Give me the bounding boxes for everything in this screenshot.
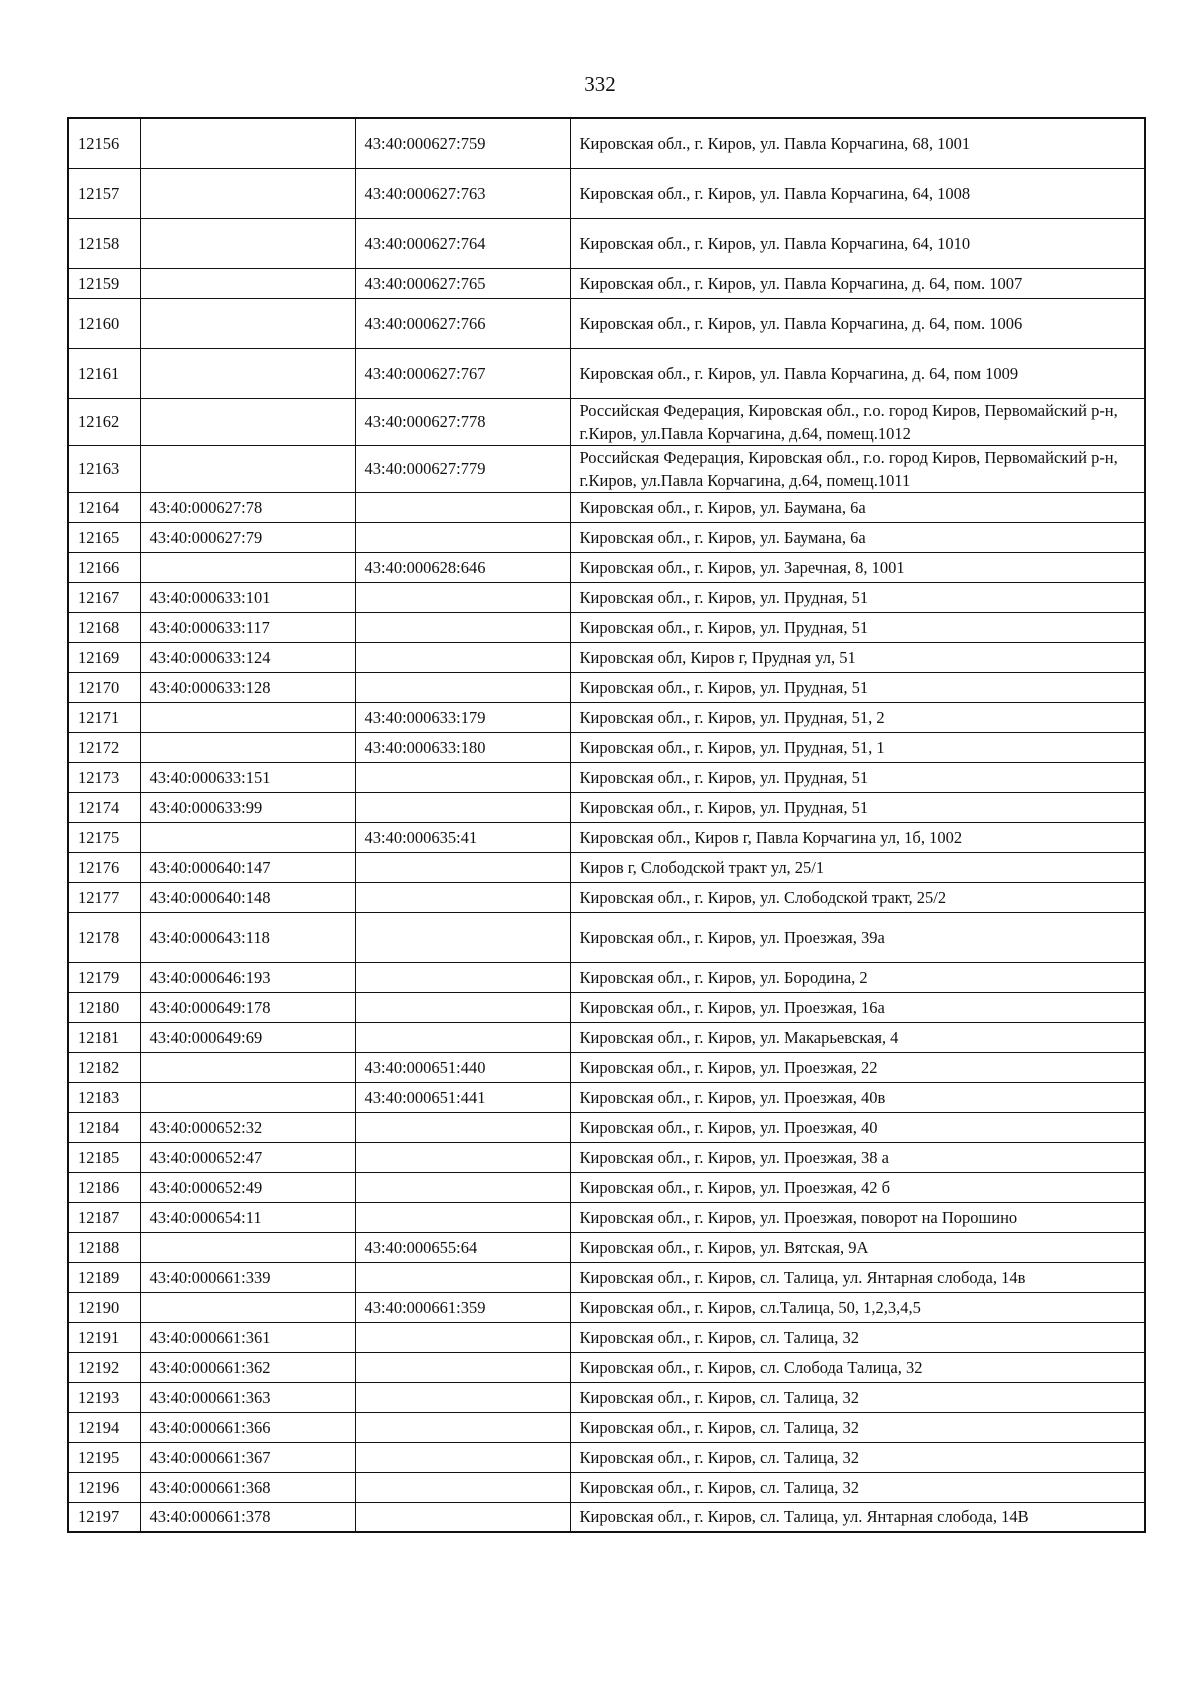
building-cadastral-cell: 43:40:000633:180 [355, 732, 570, 762]
land-cadastral-cell [140, 1292, 355, 1322]
row-number-cell: 12196 [68, 1472, 140, 1502]
building-cadastral-cell [355, 762, 570, 792]
table-row [68, 168, 1145, 218]
row-number-cell: 12177 [68, 882, 140, 912]
building-cadastral-cell [355, 1142, 570, 1172]
address-cell: Кировская обл., г. Киров, ул. Проезжая, 38 а [570, 1142, 1145, 1172]
table-row [68, 1322, 1145, 1352]
table-row [68, 298, 1145, 348]
building-cadastral-cell [355, 642, 570, 672]
address-cell: Кировская обл., г. Киров, сл. Талица, ул. Янтарная слобода, 14в [570, 1262, 1145, 1292]
table-row [68, 1472, 1145, 1502]
land-cadastral-cell: 43:40:000627:79 [140, 522, 355, 552]
row-number-cell: 12159 [68, 268, 140, 298]
row-number-cell: 12181 [68, 1022, 140, 1052]
land-cadastral-cell: 43:40:000633:99 [140, 792, 355, 822]
building-cadastral-cell [355, 1352, 570, 1382]
address-cell: Кировская обл, Киров г, Прудная ул, 51 [570, 642, 1145, 672]
building-cadastral-cell: 43:40:000651:441 [355, 1082, 570, 1112]
table-row [68, 1412, 1145, 1442]
land-cadastral-cell: 43:40:000649:69 [140, 1022, 355, 1052]
table-row [68, 882, 1145, 912]
table-row [68, 492, 1145, 522]
land-cadastral-cell: 43:40:000661:362 [140, 1352, 355, 1382]
address-cell: Кировская обл., г. Киров, сл. Талица, 32 [570, 1472, 1145, 1502]
land-cadastral-cell: 43:40:000627:78 [140, 492, 355, 522]
land-cadastral-cell [140, 218, 355, 268]
address-cell: Кировская обл., г. Киров, ул. Прудная, 51, 2 [570, 702, 1145, 732]
table-row [68, 642, 1145, 672]
address-cell: Кировская обл., г. Киров, ул. Павла Корчагина, д. 64, пом 1009 [570, 348, 1145, 398]
address-cell: Кировская обл., г. Киров, ул. Макарьевская, 4 [570, 1022, 1145, 1052]
table-row [68, 1352, 1145, 1382]
address-cell: Кировская обл., г. Киров, ул. Прудная, 51 [570, 762, 1145, 792]
land-cadastral-cell [140, 168, 355, 218]
land-cadastral-cell: 43:40:000633:101 [140, 582, 355, 612]
building-cadastral-cell: 43:40:000661:359 [355, 1292, 570, 1322]
building-cadastral-cell: 43:40:000627:765 [355, 268, 570, 298]
building-cadastral-cell: 43:40:000627:763 [355, 168, 570, 218]
row-number-cell: 12197 [68, 1502, 140, 1532]
row-number-cell: 12163 [68, 445, 140, 492]
table-row [68, 852, 1145, 882]
building-cadastral-cell: 43:40:000627:766 [355, 298, 570, 348]
table-row [68, 1142, 1145, 1172]
row-number-cell: 12176 [68, 852, 140, 882]
address-cell: Кировская обл., г. Киров, сл. Талица, 32 [570, 1382, 1145, 1412]
row-number-cell: 12194 [68, 1412, 140, 1442]
row-number-cell: 12187 [68, 1202, 140, 1232]
table-row [68, 672, 1145, 702]
land-cadastral-cell: 43:40:000652:49 [140, 1172, 355, 1202]
address-cell: Кировская обл., г. Киров, сл.Талица, 50, 1,2,3,4,5 [570, 1292, 1145, 1322]
table-row [68, 268, 1145, 298]
address-cell: Кировская обл., г. Киров, ул. Проезжая, 40в [570, 1082, 1145, 1112]
row-number-cell: 12188 [68, 1232, 140, 1262]
land-cadastral-cell [140, 732, 355, 762]
building-cadastral-cell [355, 612, 570, 642]
table-row [68, 1202, 1145, 1232]
table-row [68, 118, 1145, 168]
table-row [68, 1052, 1145, 1082]
row-number-cell: 12167 [68, 582, 140, 612]
land-cadastral-cell: 43:40:000633:151 [140, 762, 355, 792]
table-row [68, 1022, 1145, 1052]
row-number-cell: 12157 [68, 168, 140, 218]
address-cell: Кировская обл., г. Киров, ул. Павла Корчагина, 68, 1001 [570, 118, 1145, 168]
row-number-cell: 12183 [68, 1082, 140, 1112]
row-number-cell: 12172 [68, 732, 140, 762]
land-cadastral-cell: 43:40:000652:32 [140, 1112, 355, 1142]
address-cell: Кировская обл., г. Киров, сл. Талица, 32 [570, 1412, 1145, 1442]
land-cadastral-cell [140, 268, 355, 298]
address-cell: Кировская обл., Киров г, Павла Корчагина ул, 1б, 1002 [570, 822, 1145, 852]
building-cadastral-cell [355, 852, 570, 882]
address-cell: Кировская обл., г. Киров, ул. Прудная, 51 [570, 582, 1145, 612]
land-cadastral-cell: 43:40:000646:193 [140, 962, 355, 992]
land-cadastral-cell [140, 1052, 355, 1082]
row-number-cell: 12193 [68, 1382, 140, 1412]
building-cadastral-cell [355, 492, 570, 522]
row-number-cell: 12168 [68, 612, 140, 642]
building-cadastral-cell [355, 1502, 570, 1532]
land-cadastral-cell: 43:40:000643:118 [140, 912, 355, 962]
row-number-cell: 12180 [68, 992, 140, 1022]
table-row [68, 218, 1145, 268]
address-cell: Киров г, Слободской тракт ул, 25/1 [570, 852, 1145, 882]
row-number-cell: 12182 [68, 1052, 140, 1082]
land-cadastral-cell [140, 552, 355, 582]
row-number-cell: 12156 [68, 118, 140, 168]
row-number-cell: 12165 [68, 522, 140, 552]
address-cell: Кировская обл., г. Киров, ул. Прудная, 51 [570, 672, 1145, 702]
row-number-cell: 12175 [68, 822, 140, 852]
row-number-cell: 12186 [68, 1172, 140, 1202]
building-cadastral-cell [355, 1262, 570, 1292]
table-row [68, 445, 1145, 492]
building-cadastral-cell: 43:40:000627:767 [355, 348, 570, 398]
building-cadastral-cell [355, 1022, 570, 1052]
row-number-cell: 12170 [68, 672, 140, 702]
building-cadastral-cell: 43:40:000627:759 [355, 118, 570, 168]
row-number-cell: 12190 [68, 1292, 140, 1322]
land-cadastral-cell: 43:40:000661:368 [140, 1472, 355, 1502]
building-cadastral-cell: 43:40:000627:779 [355, 445, 570, 492]
land-cadastral-cell [140, 348, 355, 398]
table-row [68, 348, 1145, 398]
land-cadastral-cell: 43:40:000654:11 [140, 1202, 355, 1232]
row-number-cell: 12189 [68, 1262, 140, 1292]
building-cadastral-cell [355, 672, 570, 702]
address-cell: Кировская обл., г. Киров, сл. Талица, 32 [570, 1322, 1145, 1352]
building-cadastral-cell [355, 1412, 570, 1442]
registry-table [67, 117, 1146, 1533]
building-cadastral-cell [355, 792, 570, 822]
address-cell: Кировская обл., г. Киров, ул. Баумана, 6а [570, 492, 1145, 522]
row-number-cell: 12169 [68, 642, 140, 672]
building-cadastral-cell: 43:40:000635:41 [355, 822, 570, 852]
row-number-cell: 12160 [68, 298, 140, 348]
table-row [68, 522, 1145, 552]
table-row [68, 612, 1145, 642]
building-cadastral-cell [355, 1172, 570, 1202]
address-cell: Кировская обл., г. Киров, ул. Бородина, 2 [570, 962, 1145, 992]
address-cell: Кировская обл., г. Киров, сл. Талица, 32 [570, 1442, 1145, 1472]
row-number-cell: 12185 [68, 1142, 140, 1172]
land-cadastral-cell: 43:40:000661:367 [140, 1442, 355, 1472]
address-cell: Кировская обл., г. Киров, ул. Павла Корчагина, д. 64, пом. 1006 [570, 298, 1145, 348]
table-row [68, 582, 1145, 612]
building-cadastral-cell [355, 992, 570, 1022]
address-cell: Российская Федерация, Кировская обл., г.о. город Киров, Первомайский р-н, г.Киров, ул.Павла Корчагина, д.64, помещ.1011 [570, 445, 1145, 492]
table-row [68, 702, 1145, 732]
table-row [68, 822, 1145, 852]
address-cell: Кировская обл., г. Киров, ул. Павла Корчагина, 64, 1008 [570, 168, 1145, 218]
address-cell: Кировская обл., г. Киров, ул. Павла Корчагина, 64, 1010 [570, 218, 1145, 268]
table-row [68, 912, 1145, 962]
row-number-cell: 12179 [68, 962, 140, 992]
table-row [68, 732, 1145, 762]
building-cadastral-cell [355, 522, 570, 552]
land-cadastral-cell: 43:40:000649:178 [140, 992, 355, 1022]
building-cadastral-cell: 43:40:000628:646 [355, 552, 570, 582]
land-cadastral-cell [140, 445, 355, 492]
table-row [68, 762, 1145, 792]
building-cadastral-cell [355, 1382, 570, 1412]
building-cadastral-cell: 43:40:000627:764 [355, 218, 570, 268]
address-cell: Кировская обл., г. Киров, сл. Слобода Талица, 32 [570, 1352, 1145, 1382]
land-cadastral-cell: 43:40:000661:378 [140, 1502, 355, 1532]
building-cadastral-cell: 43:40:000651:440 [355, 1052, 570, 1082]
land-cadastral-cell [140, 398, 355, 445]
land-cadastral-cell: 43:40:000633:128 [140, 672, 355, 702]
table-row [68, 1172, 1145, 1202]
building-cadastral-cell: 43:40:000655:64 [355, 1232, 570, 1262]
address-cell: Кировская обл., г. Киров, ул. Прудная, 51 [570, 792, 1145, 822]
table-row [68, 552, 1145, 582]
table-row [68, 992, 1145, 1022]
building-cadastral-cell [355, 962, 570, 992]
land-cadastral-cell [140, 118, 355, 168]
building-cadastral-cell [355, 1472, 570, 1502]
address-cell: Кировская обл., г. Киров, ул. Проезжая, поворот на Порошино [570, 1202, 1145, 1232]
land-cadastral-cell [140, 1082, 355, 1112]
address-cell: Кировская обл., г. Киров, ул. Прудная, 51 [570, 612, 1145, 642]
address-cell: Кировская обл., г. Киров, ул. Прудная, 51, 1 [570, 732, 1145, 762]
address-cell: Кировская обл., г. Киров, ул. Слободской тракт, 25/2 [570, 882, 1145, 912]
address-cell: Кировская обл., г. Киров, ул. Проезжая, 42 б [570, 1172, 1145, 1202]
address-cell: Кировская обл., г. Киров, ул. Проезжая, 39а [570, 912, 1145, 962]
row-number-cell: 12174 [68, 792, 140, 822]
building-cadastral-cell [355, 1112, 570, 1142]
row-number-cell: 12171 [68, 702, 140, 732]
building-cadastral-cell [355, 882, 570, 912]
row-number-cell: 12178 [68, 912, 140, 962]
row-number-cell: 12192 [68, 1352, 140, 1382]
table-row [68, 1262, 1145, 1292]
building-cadastral-cell [355, 582, 570, 612]
land-cadastral-cell [140, 298, 355, 348]
land-cadastral-cell: 43:40:000640:147 [140, 852, 355, 882]
land-cadastral-cell: 43:40:000661:361 [140, 1322, 355, 1352]
land-cadastral-cell: 43:40:000661:363 [140, 1382, 355, 1412]
table-row [68, 1502, 1145, 1532]
address-cell: Кировская обл., г. Киров, сл. Талица, ул. Янтарная слобода, 14В [570, 1502, 1145, 1532]
table-row [68, 1442, 1145, 1472]
address-cell: Кировская обл., г. Киров, ул. Проезжая, 16а [570, 992, 1145, 1022]
address-cell: Российская Федерация, Кировская обл., г.о. город Киров, Первомайский р-н, г.Киров, ул.Павла Корчагина, д.64, помещ.1012 [570, 398, 1145, 445]
building-cadastral-cell [355, 1322, 570, 1352]
table-row [68, 962, 1145, 992]
land-cadastral-cell [140, 702, 355, 732]
table-row [68, 792, 1145, 822]
table-row [68, 1082, 1145, 1112]
address-cell: Кировская обл., г. Киров, ул. Проезжая, 40 [570, 1112, 1145, 1142]
land-cadastral-cell: 43:40:000652:47 [140, 1142, 355, 1172]
land-cadastral-cell: 43:40:000661:339 [140, 1262, 355, 1292]
address-cell: Кировская обл., г. Киров, ул. Баумана, 6а [570, 522, 1145, 552]
land-cadastral-cell: 43:40:000633:117 [140, 612, 355, 642]
land-cadastral-cell [140, 822, 355, 852]
row-number-cell: 12184 [68, 1112, 140, 1142]
land-cadastral-cell: 43:40:000640:148 [140, 882, 355, 912]
building-cadastral-cell [355, 912, 570, 962]
building-cadastral-cell [355, 1442, 570, 1472]
address-cell: Кировская обл., г. Киров, ул. Проезжая, 22 [570, 1052, 1145, 1082]
land-cadastral-cell [140, 1232, 355, 1262]
row-number-cell: 12162 [68, 398, 140, 445]
land-cadastral-cell: 43:40:000633:124 [140, 642, 355, 672]
land-cadastral-cell: 43:40:000661:366 [140, 1412, 355, 1442]
table-row [68, 1292, 1145, 1322]
table-body [68, 118, 1145, 1532]
address-cell: Кировская обл., г. Киров, ул. Вятская, 9А [570, 1232, 1145, 1262]
page-number: 332 [584, 72, 616, 96]
row-number-cell: 12191 [68, 1322, 140, 1352]
row-number-cell: 12161 [68, 348, 140, 398]
row-number-cell: 12164 [68, 492, 140, 522]
row-number-cell: 12173 [68, 762, 140, 792]
row-number-cell: 12158 [68, 218, 140, 268]
row-number-cell: 12195 [68, 1442, 140, 1472]
building-cadastral-cell: 43:40:000633:179 [355, 702, 570, 732]
row-number-cell: 12166 [68, 552, 140, 582]
building-cadastral-cell: 43:40:000627:778 [355, 398, 570, 445]
address-cell: Кировская обл., г. Киров, ул. Заречная, 8, 1001 [570, 552, 1145, 582]
building-cadastral-cell [355, 1202, 570, 1232]
address-cell: Кировская обл., г. Киров, ул. Павла Корчагина, д. 64, пом. 1007 [570, 268, 1145, 298]
table-row [68, 398, 1145, 445]
table-row [68, 1112, 1145, 1142]
table-row [68, 1232, 1145, 1262]
table-row [68, 1382, 1145, 1412]
